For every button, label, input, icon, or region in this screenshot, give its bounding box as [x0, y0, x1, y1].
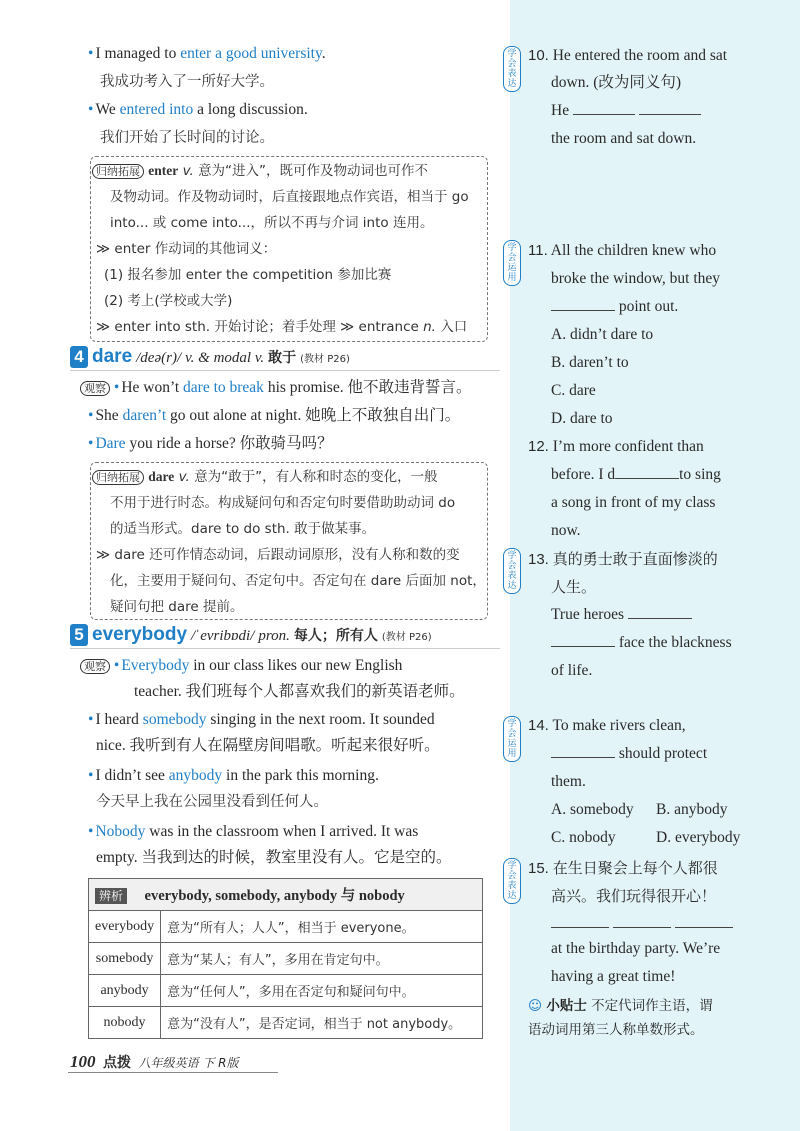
answer-blank[interactable]	[675, 911, 733, 928]
enter-example-2-translation: 我们开始了长时间的讨论。	[100, 130, 274, 146]
q10-line-3: He	[551, 97, 701, 125]
q15-line-5: having a great time!	[551, 968, 676, 985]
q14-option-d[interactable]: D. everybody	[656, 829, 741, 846]
everybody-example-1-line-2: teacher. 我们班每个人都喜欢我们的新英语老师。	[134, 683, 465, 700]
q13-line-2: 人生。	[551, 578, 597, 596]
q10-line-1: 10. He entered the room and sat	[528, 47, 728, 64]
q12-line-4: now.	[551, 522, 581, 539]
tip-label: 小贴士	[546, 998, 587, 1014]
page-number: 100	[70, 1052, 96, 1071]
book-name: 八年级英语 下 R版	[138, 1056, 239, 1070]
answer-blank[interactable]	[551, 630, 615, 647]
q15-line-1: 15. 在生日聚会上每个人都很	[528, 859, 718, 877]
q13-line-5: of life.	[551, 662, 593, 679]
answer-blank[interactable]	[613, 911, 671, 928]
q12-line-2: before. I d to sing	[551, 461, 721, 489]
answer-blank[interactable]	[615, 462, 679, 479]
learn-express-tag: 学会表达	[503, 46, 521, 92]
entry-number: 5	[70, 624, 88, 646]
q13-line-1: 13. 真的勇士敢于直面惨淡的	[528, 550, 718, 568]
footer-rule	[68, 1072, 278, 1073]
comparison-table	[88, 878, 483, 1039]
everybody-example-1: 观察 • Everybody in our class likes our new English	[80, 656, 402, 676]
q12-line-3: a song in front of my class	[551, 494, 716, 511]
dare-example-1: 观察 • He won’t dare to break his promise. 他不敢违背誓言。	[80, 378, 471, 398]
tip-box	[528, 994, 713, 1042]
q11-line-2: broke the window, but they	[551, 270, 721, 287]
answer-blank[interactable]	[639, 98, 701, 115]
headword: dare	[92, 346, 133, 367]
dare-note-line-3: 的适当形式。dare to do sth. 敢于做某事。	[110, 521, 376, 537]
q10-line-2: down. (改为同义句)	[551, 74, 682, 91]
q11-option-d[interactable]: D. dare to	[551, 410, 613, 427]
q14-option-c[interactable]: C. nobody	[551, 829, 616, 846]
tip-text-1: 不定代词作主语，谓	[591, 998, 713, 1014]
q14-option-b[interactable]: B. anybody	[656, 801, 728, 818]
everybody-headword-bar: 5 everybody /ˈevribɒdi/ pron. 每人；所有人 (教材 P26)	[70, 624, 500, 649]
observe-tag: 观察	[80, 381, 110, 396]
enter-example-2: • We entered into a long discussion.	[88, 101, 308, 118]
answer-blank[interactable]	[551, 294, 615, 311]
everybody-example-2-line-2: nice. 我听到有人在隔壁房间唱歌。听起来很好听。	[96, 737, 440, 754]
headword: everybody	[92, 624, 188, 645]
everybody-example-3: • I didn’t see anybody in the park this morning.	[88, 767, 379, 784]
table-row: somebody 意为“某人；有人”，多用在肯定句中。	[89, 943, 483, 975]
answer-blank[interactable]	[551, 741, 615, 758]
dare-example-3: • Dare you ride a horse? 你敢骑马吗？	[88, 435, 333, 452]
everybody-example-4: • Nobody was in the classroom when I arrived. It was	[88, 823, 419, 840]
table-row: everybody 意为“所有人；人人”，相当于 everyone。	[89, 911, 483, 943]
everybody-example-2: • I heard somebody singing in the next room. It sounded	[88, 711, 435, 728]
table-row: anybody 意为“任何人”，多用在否定句和疑问句中。	[89, 975, 483, 1007]
tip-icon: ☺	[528, 998, 543, 1014]
dare-note-line-2: 不用于进行时态。构成疑问句和否定句时要借助助动词 do	[110, 495, 456, 511]
dare-note-line-4: ≫ dare 还可作情态动词，后跟动词原形，没有人称和数的变	[96, 547, 460, 563]
enter-note-line-3: into... 或 come into...，所以不再与介词 into 连用。	[110, 215, 434, 231]
summary-tag: 归纳拓展	[92, 470, 144, 485]
table-row: nobody 意为“没有人”，是否定词，相当于 not anybody。	[89, 1007, 483, 1039]
everybody-example-4-line-2: empty. 当我到达的时候，教室里没有人。它是空的。	[96, 849, 452, 866]
dare-headword-bar: 4 dare /deə(r)/ v. & modal v. 敢于 (教材 P26)	[70, 346, 500, 371]
learn-express-tag: 学会表达	[503, 858, 521, 904]
q15-line-3	[551, 910, 733, 938]
learn-use-tag: 学会运用	[503, 240, 521, 286]
brand-name: 点拨	[103, 1055, 131, 1071]
enter-note-line-6: (2) 考上(学校或大学)	[104, 293, 233, 309]
learn-express-tag: 学会表达	[503, 548, 521, 594]
answer-blank[interactable]	[573, 98, 635, 115]
q14-line-2: should protect	[551, 740, 707, 768]
enter-note-line-5: (1) 报名参加 enter the competition 参加比赛	[104, 267, 392, 283]
dare-note-line-1: 归纳拓展 dare v. 意为“敢于”，有人称和时态的变化，一般	[92, 464, 438, 490]
observe-tag: 观察	[80, 659, 110, 674]
q14-line-1: 14. To make rivers clean,	[528, 717, 686, 734]
q14-line-3: them.	[551, 773, 586, 790]
analysis-tag: 辨析	[95, 888, 127, 904]
enter-example-1: • I managed to enter a good university.	[88, 45, 326, 62]
enter-example-1-translation: 我成功考入了一所好大学。	[100, 74, 274, 90]
q10-line-4: the room and sat down.	[551, 130, 697, 147]
answer-blank[interactable]	[551, 911, 609, 928]
q11-option-b[interactable]: B. daren’t to	[551, 354, 629, 371]
enter-note-line-1: 归纳拓展 enter v. 意为“进入”，既可作及物动词也可作不	[92, 158, 428, 184]
table-header-row	[89, 879, 483, 911]
summary-tag: 归纳拓展	[92, 164, 144, 179]
enter-note-line-2: 及物动词。作及物动词时，后直接跟地点作宾语，相当于 go	[110, 189, 469, 205]
learn-use-tag: 学会运用	[503, 716, 521, 762]
dare-note-line-5: 化，主要用于疑问句、否定句中。否定句在 dare 后面加 not，	[110, 573, 486, 589]
q11-option-a[interactable]: A. didn’t dare to	[551, 326, 654, 343]
everybody-example-3-line-2: 今天早上我在公园里没看到任何人。	[96, 794, 328, 810]
dare-note-line-6: 疑问句把 dare 提前。	[110, 599, 244, 615]
tip-text-2: 语动词用第三人称单数形式。	[528, 1022, 704, 1038]
q11-line-1: 11. All the children knew who	[528, 242, 717, 259]
q15-line-2: 高兴。我们玩得很开心！	[551, 887, 717, 905]
q12-line-1: 12. I’m more confident than	[528, 438, 704, 455]
dare-example-2: • She daren’t go out alone at night. 她晚上不敢独自出门。	[88, 407, 461, 424]
q11-option-c[interactable]: C. dare	[551, 382, 596, 399]
q14-option-a[interactable]: A. somebody	[551, 801, 634, 818]
table-title: everybody, somebody, anybody 与 nobody	[144, 888, 405, 904]
answer-blank[interactable]	[628, 602, 692, 619]
enter-note-line-7: ≫ enter into sth. 开始讨论；着手处理 ≫ entrance n. 入口	[96, 319, 468, 335]
q13-line-4: face the blackness	[551, 629, 732, 657]
q13-line-3: True heroes	[551, 601, 692, 629]
entry-number: 4	[70, 346, 88, 368]
page-footer	[70, 1052, 238, 1072]
q15-line-4: at the birthday party. We’re	[551, 940, 721, 957]
enter-note-line-4: ≫ enter 作动词的其他词义：	[96, 241, 277, 257]
q11-line-3: point out.	[551, 293, 678, 321]
